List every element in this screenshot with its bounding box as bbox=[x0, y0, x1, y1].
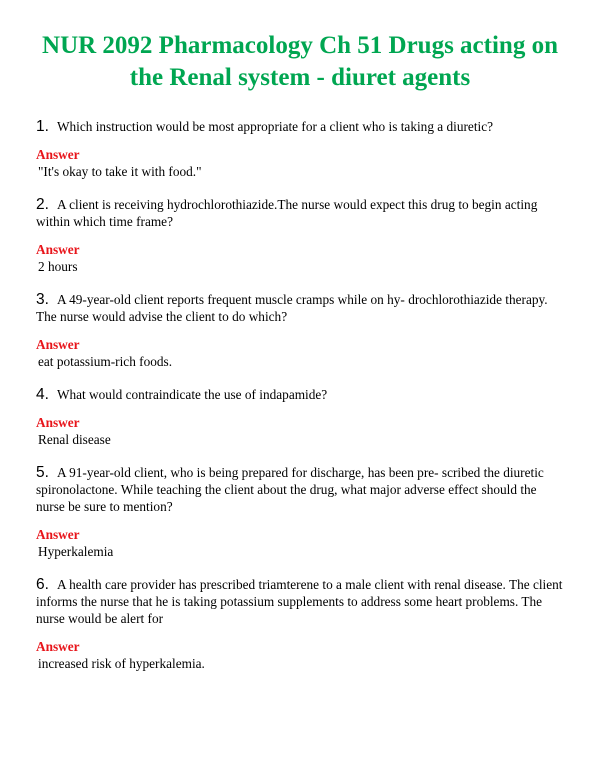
question-number: 1. bbox=[36, 118, 49, 135]
answer-text: Renal disease bbox=[38, 432, 111, 447]
question bbox=[36, 291, 564, 325]
qa-item-2 bbox=[36, 196, 564, 275]
question-number: 2. bbox=[36, 196, 49, 213]
answer-text: 2 hours bbox=[38, 259, 78, 274]
question-text: A 91-year-old client, who is being prepared for discharge, has been pre- scribed the diuretic spironolactone. While teaching the client about the drug, what major adverse effect should the nurse be sure to mention? bbox=[36, 465, 544, 514]
question-text: What would contraindicate the use of indapamide? bbox=[56, 387, 328, 402]
answer-label: Answer bbox=[36, 337, 80, 352]
answer-label: Answer bbox=[36, 415, 80, 430]
question bbox=[36, 464, 564, 515]
answer-label: Answer bbox=[36, 242, 80, 257]
answer-label: Answer bbox=[36, 639, 80, 654]
answer-text: Hyperkalemia bbox=[38, 544, 114, 559]
qa-item-6 bbox=[36, 576, 564, 672]
question-number: 6. bbox=[36, 576, 49, 593]
question bbox=[36, 386, 564, 403]
qa-item-4 bbox=[36, 386, 564, 448]
answer-text: increased risk of hyperkalemia. bbox=[38, 656, 205, 671]
question-text: Which instruction would be most appropriate for a client who is taking a diuretic? bbox=[56, 119, 494, 134]
qa-item-1 bbox=[36, 118, 564, 180]
qa-item-3 bbox=[36, 291, 564, 370]
answer-label: Answer bbox=[36, 527, 80, 542]
qa-item-5 bbox=[36, 464, 564, 560]
answer-text: eat potassium-rich foods. bbox=[38, 354, 173, 369]
question-number: 5. bbox=[36, 464, 49, 481]
question-text: A health care provider has prescribed triamterene to a male client with renal disease. The client informs the nurse that he is taking potassium supplements to address some heart problems. The nurse would be alert for bbox=[36, 577, 563, 626]
answer-text: "It's okay to take it with food." bbox=[38, 164, 202, 179]
question bbox=[36, 196, 564, 230]
question-number: 3. bbox=[36, 291, 49, 308]
question-number: 4. bbox=[36, 386, 49, 403]
question bbox=[36, 576, 564, 627]
answer-label: Answer bbox=[36, 147, 80, 162]
question-text: A client is receiving hydrochlorothiazide.The nurse would expect this drug to begin acting within which time frame? bbox=[36, 197, 538, 229]
document-title: NUR 2092 Pharmacology Ch 51 Drugs acting on the Renal system - diuret agents bbox=[42, 32, 558, 91]
question bbox=[36, 118, 564, 135]
question-text: A 49-year-old client reports frequent muscle cramps while on hy- drochlorothiazide therapy. The nurse would advise the client to do which? bbox=[36, 292, 548, 324]
document-page bbox=[36, 30, 564, 688]
